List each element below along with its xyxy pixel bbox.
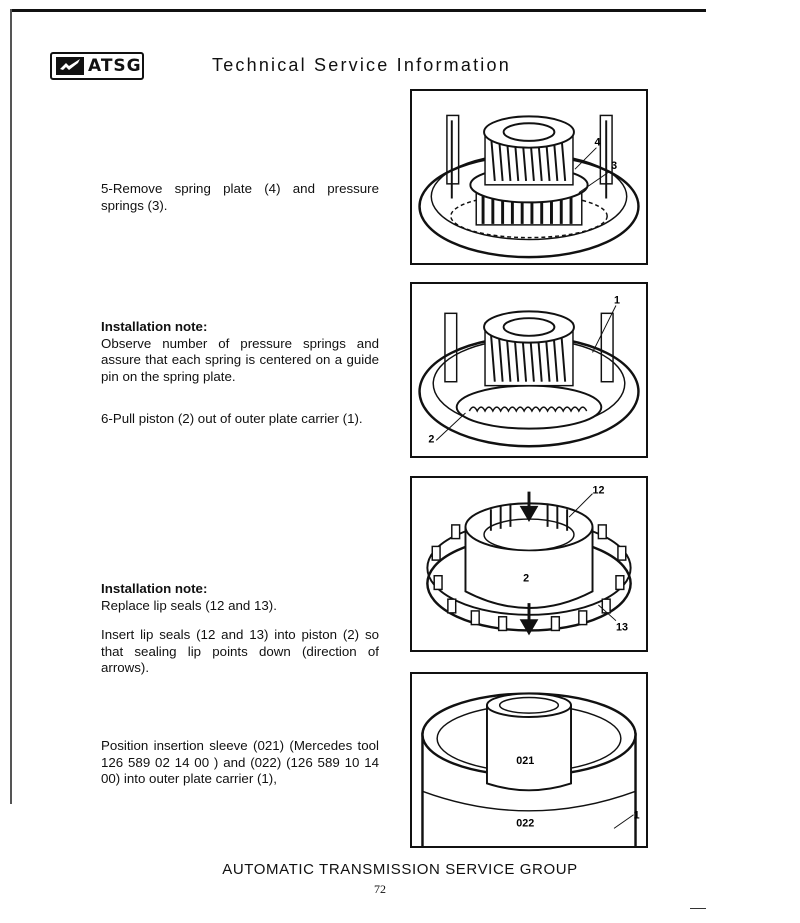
callout-1: 1 — [633, 809, 640, 822]
position-sleeve-text — [101, 738, 379, 788]
callout-022: 022 — [516, 817, 535, 830]
note-1-body: Observe number of pressure springs and assure that each spring is centered on a guide pin on the spring plate. — [101, 335, 379, 384]
figure-piston — [410, 282, 648, 458]
lip-seals-illustration — [412, 478, 646, 650]
spring-plate-illustration — [412, 91, 646, 263]
callout-12: 12 — [592, 484, 605, 497]
insert-seals-text — [101, 627, 379, 677]
callout-2: 2 — [523, 572, 530, 585]
note-2-body: Replace lip seals (12 and 13). — [101, 597, 277, 613]
note-2-title: Installation note: — [101, 581, 208, 596]
callout-2: 2 — [428, 433, 435, 446]
step-5-text — [101, 181, 379, 214]
callout-13: 13 — [615, 621, 628, 634]
step-6-paragraph: 6-Pull piston (2) out of outer plate carrier (1). — [101, 411, 363, 426]
step-6-text — [101, 411, 379, 428]
page-number: 72 — [374, 882, 386, 896]
checkmark-logo-icon — [56, 57, 84, 75]
installation-note-1 — [101, 319, 379, 385]
footer-company: AUTOMATIC TRANSMISSION SERVICE GROUP — [222, 861, 578, 878]
piston-illustration — [412, 284, 646, 456]
callout-3: 3 — [611, 160, 618, 173]
callout-1: 1 — [614, 294, 621, 307]
position-sleeve-paragraph: Position insertion sleeve (021) (Mercedes tool 126 589 02 14 00 ) and (022) (126 589 10 14 00) into outer plate carrier (1), — [101, 738, 379, 786]
corner-mark — [690, 908, 706, 909]
logo-text: ATSG — [88, 56, 142, 76]
step-5-paragraph: 5-Remove spring plate (4) and pressure springs (3). — [101, 181, 379, 213]
note-1-title: Installation note: — [101, 319, 208, 334]
insertion-sleeve-illustration — [412, 674, 646, 846]
callout-021: 021 — [516, 754, 535, 767]
top-rule — [10, 9, 706, 12]
atsg-logo — [50, 52, 144, 80]
insert-seals-paragraph: Insert lip seals (12 and 13) into piston (2) so that sealing lip points down (direction of arrows). — [101, 627, 379, 675]
figure-lip-seals — [410, 476, 648, 652]
figure-spring-plate — [410, 89, 648, 265]
figure-insertion-sleeve — [410, 672, 648, 848]
installation-note-2 — [101, 581, 379, 614]
callout-4: 4 — [594, 136, 601, 149]
left-rule — [10, 9, 12, 804]
page-title: Technical Service Information — [212, 55, 511, 75]
